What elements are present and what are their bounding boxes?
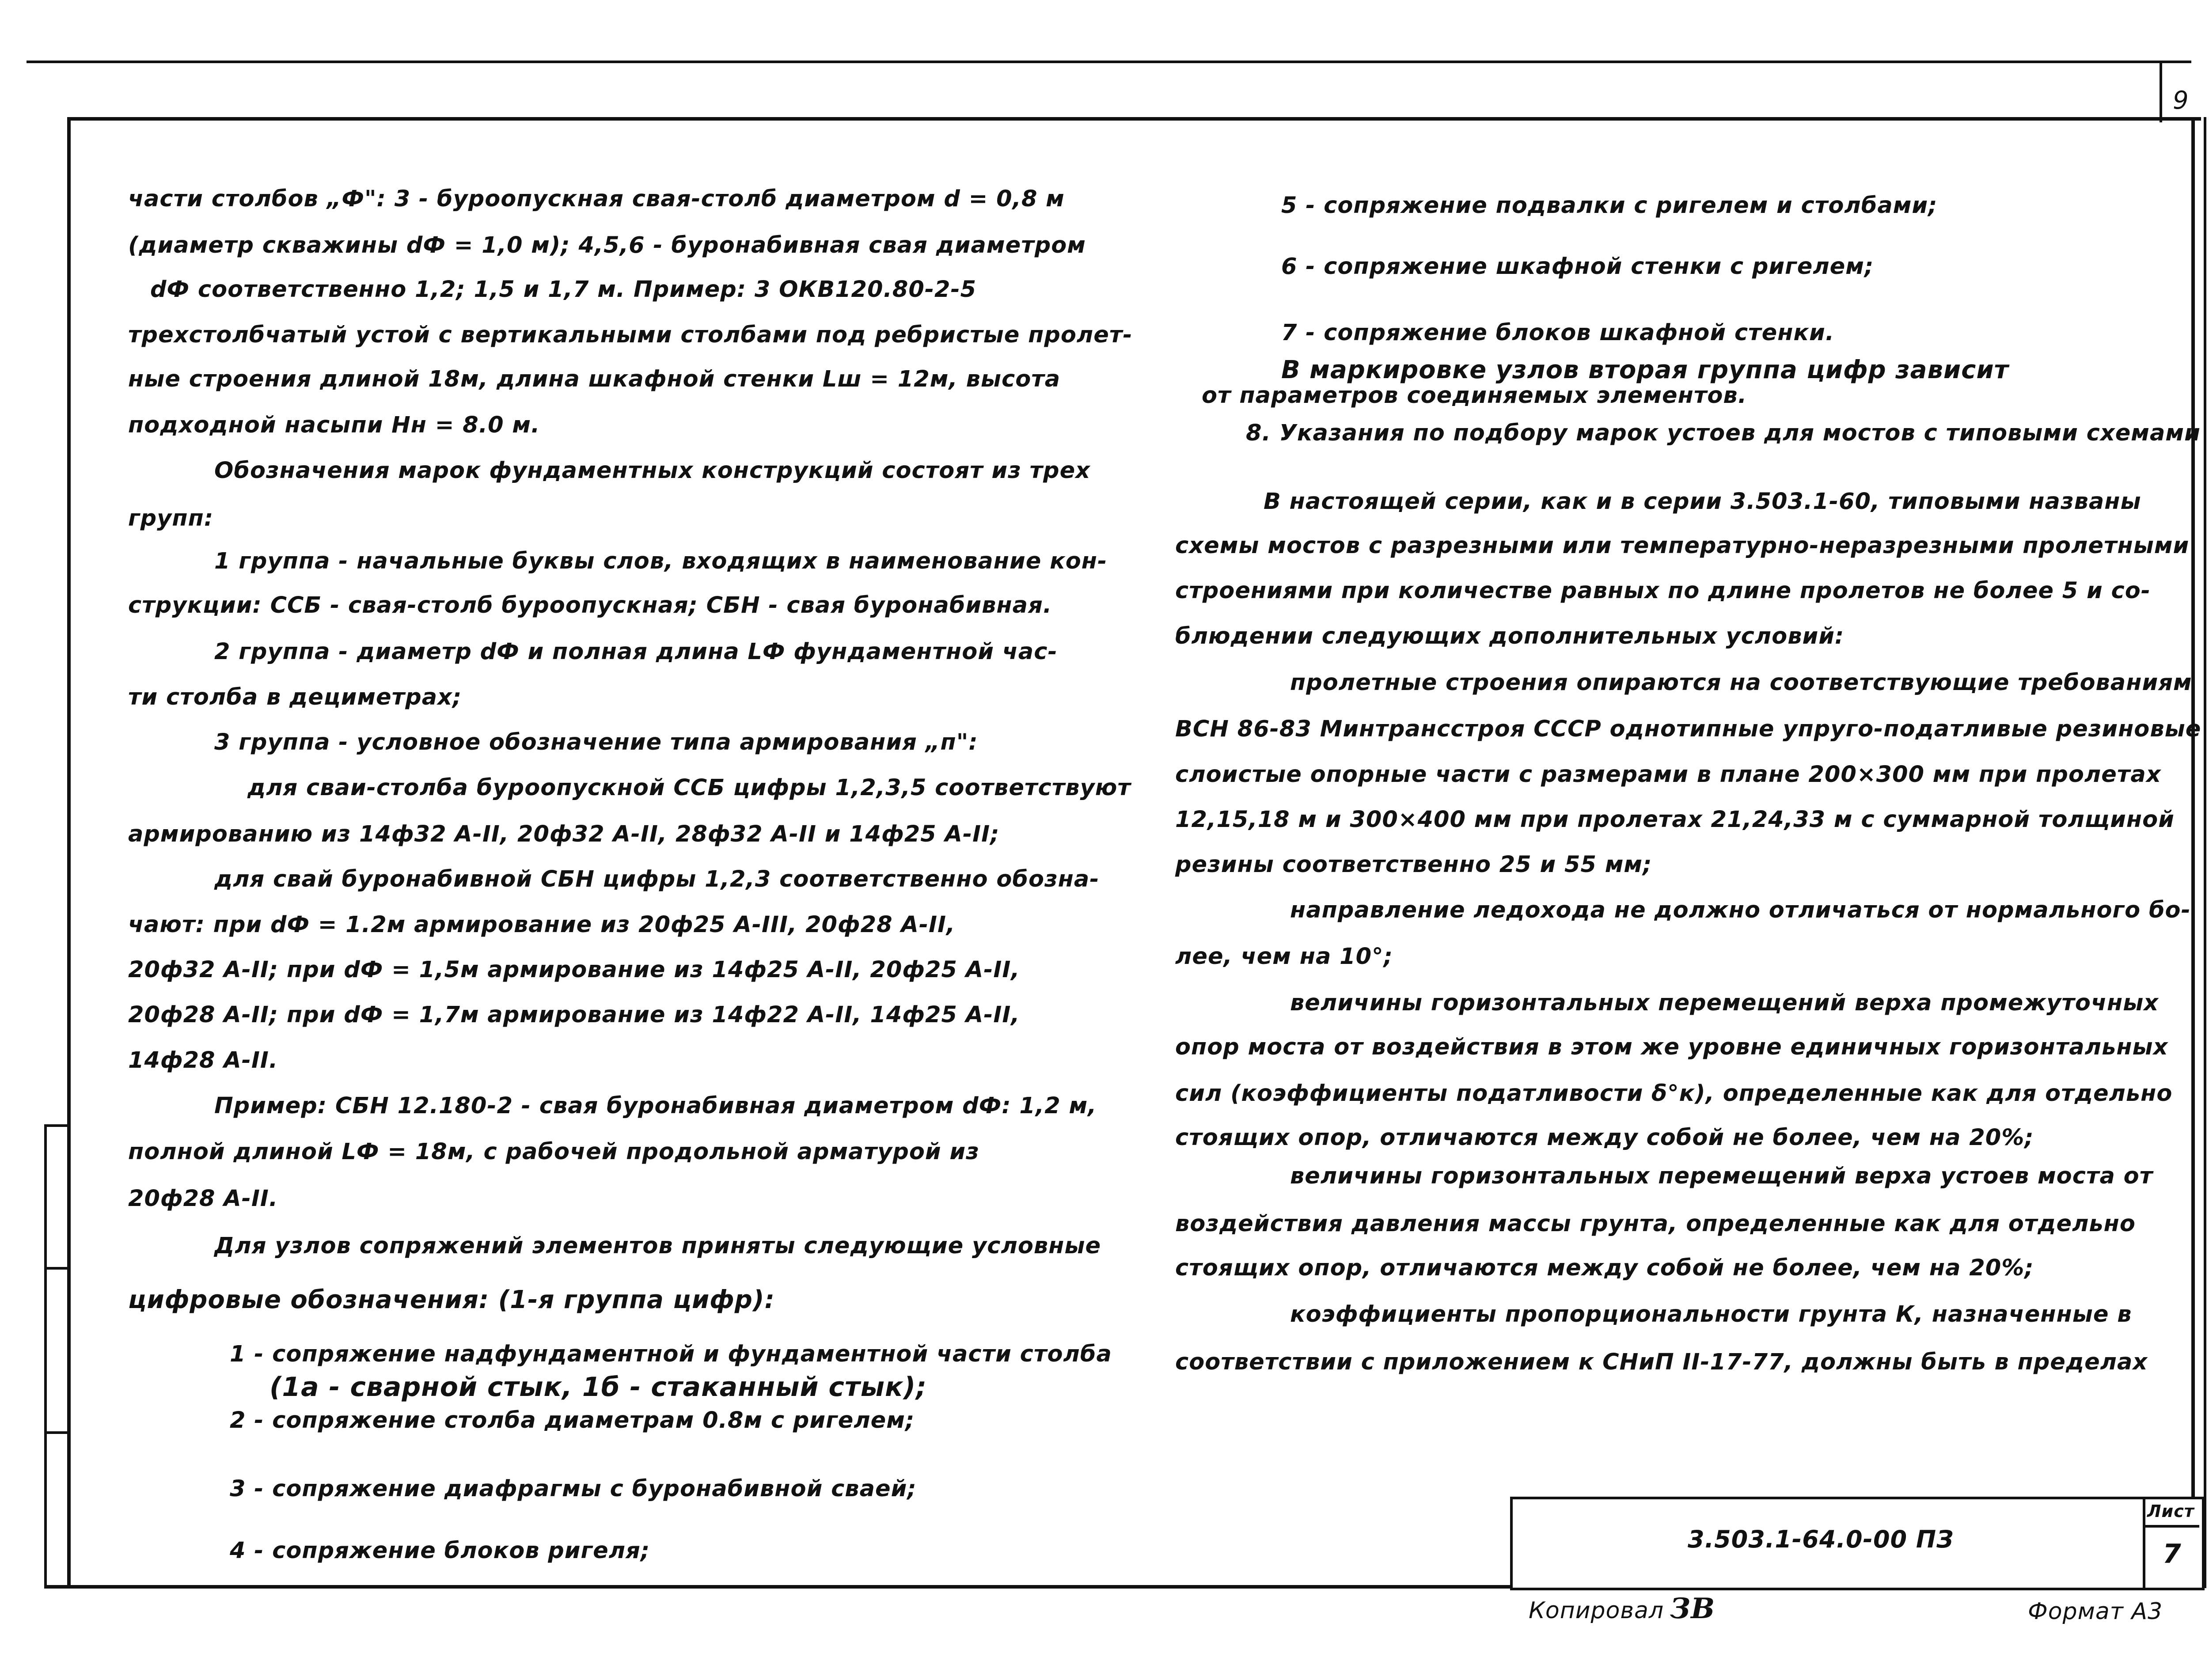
text-line: стоящих опор, отличаются между собой не более, чем на 20%;: [1175, 1125, 2034, 1151]
top-rule: [27, 61, 2191, 63]
text-line: сил (коэффициенты податливости δ°к), определенные как для отдельно: [1175, 1081, 2173, 1107]
text-line: 5 - сопряжение подвалки с ригелем и столбами;: [1281, 193, 1938, 219]
text-line: строениями при количестве равных по длине пролетов не более 5 и со-: [1175, 578, 2151, 604]
text-line: Пример: СБН 12.180-2 - свая буронабивная диаметром dФ: 1,2 м,: [214, 1093, 1097, 1119]
text-line: части столбов „Ф": 3 - буроопускная свая-столб диаметром d = 0,8 м: [128, 186, 1065, 212]
page-number-box-left: [2160, 61, 2162, 122]
text-line: 6 - сопряжение шкафной стенки с ригелем;: [1281, 254, 1874, 280]
text-line: 3 группа - условное обозначение типа армирования „п":: [214, 729, 978, 755]
text-line: стоящих опор, отличаются между собой не более, чем на 20%;: [1175, 1255, 2034, 1281]
text-line: 1 - сопряжение надфундаментной и фундаментной части столба: [230, 1341, 1112, 1367]
title-block-sheet-rule: [2143, 1525, 2199, 1528]
frame-left: [67, 117, 71, 1588]
text-line: 4 - сопряжение блоков ригеля;: [230, 1538, 650, 1564]
text-line: коэффициенты пропорциональности грунта К, назначенные в: [1290, 1301, 2132, 1327]
text-line: пролетные строения опираются на соответствующие требованиям: [1290, 670, 2192, 696]
text-line: слоистые опорные части с размерами в плане 200×300 мм при пролетах: [1175, 762, 2161, 788]
text-line: 14ф28 А-II.: [128, 1047, 278, 1073]
text-line: чают: при dФ = 1.2м армирование из 20ф25 А-III, 20ф28 А-II,: [128, 912, 956, 938]
text-line: Для узлов сопряжений элементов приняты следующие условные: [214, 1233, 1101, 1259]
text-line: 20ф28 А-II.: [128, 1186, 278, 1212]
title-block-divider: [2143, 1497, 2145, 1588]
text-line: dФ соответственно 1,2; 1,5 и 1,7 м. Пример: 3 ОКВ120.80-2-5: [150, 277, 977, 303]
text-line: 2 - сопряжение столба диаметрам 0.8м с ригелем;: [230, 1407, 915, 1433]
side-strip-low: [44, 1431, 71, 1434]
text-line: 8. Указания по подбору марок устоев для мостов с типовыми схемами: [1246, 420, 2201, 446]
frame-right-inner: [2204, 117, 2206, 1588]
text-line: блюдении следующих дополнительных условий:: [1175, 623, 1845, 649]
text-line: ти столба в дециметрах;: [128, 684, 462, 710]
text-line: полной длиной LФ = 18м, с рабочей продольной арматурой из: [128, 1139, 979, 1165]
side-strip-mid: [44, 1267, 71, 1270]
text-line: соответствии с приложением к СНиП II-17-77, должны быть в пределах: [1175, 1349, 2148, 1375]
text-line: ные строения длиной 18м, длина шкафной стенки Lш = 12м, высота: [128, 366, 1061, 392]
text-line: величины горизонтальных перемещений верха промежуточных: [1290, 990, 2159, 1016]
frame-right: [2191, 117, 2195, 1588]
text-line: (диаметр скважины dФ = 1,0 м); 4,5,6 - буронабивная свая диаметром: [128, 232, 1086, 258]
text-line: лее, чем на 10°;: [1175, 944, 1393, 970]
format-label: Формат А3: [2028, 1598, 2163, 1625]
text-line: подходной насыпи Hн = 8.0 м.: [128, 412, 540, 438]
page-number: 9: [2173, 86, 2189, 115]
text-line: 3 - сопряжение диафрагмы с буронабивной сваей;: [230, 1476, 917, 1502]
text-line: струкции: ССБ - свая-столб буроопускная; СБН - свая буронабивная.: [128, 592, 1052, 618]
text-line: цифровые обозначения: (1-я группа цифр):: [128, 1286, 775, 1314]
text-line: резины соответственно 25 и 55 мм;: [1175, 852, 1652, 878]
text-line: направление ледохода не должно отличаться от нормального бо-: [1290, 897, 2191, 923]
sheet-label: Лист: [2147, 1502, 2194, 1521]
document-code: 3.503.1-64.0-00 ПЗ: [1688, 1525, 1954, 1553]
frame-top: [67, 117, 2201, 121]
text-line: 2 группа - диаметр dФ и полная длина LФ фундаментной час-: [214, 639, 1058, 665]
text-line: групп:: [128, 505, 214, 531]
text-line: Обозначения марок фундаментных конструкций состоят из трех: [214, 458, 1091, 484]
side-strip-top: [44, 1124, 71, 1127]
text-line: 1 группа - начальные буквы слов, входящих в наименование кон-: [214, 548, 1108, 574]
text-line: ВСН 86-83 Минтрансстроя СССР однотипные упруго-податливые резиновые: [1175, 716, 2201, 742]
text-line: для свай буронабивной СБН цифры 1,2,3 соответственно обозна-: [214, 866, 1100, 892]
text-line: В маркировке узлов вторая группа цифр зависит: [1281, 356, 2009, 384]
text-line: схемы мостов с разрезными или температурно-неразрезными пролетными: [1175, 533, 2190, 559]
text-line: от параметров соединяемых элементов.: [1202, 383, 1747, 409]
signature: ЗВ: [1670, 1592, 1716, 1625]
text-line: величины горизонтальных перемещений верха устоев моста от: [1290, 1163, 2153, 1189]
text-line: 20ф28 А-II; при dФ = 1,7м армирование из 14ф22 А-II, 14ф25 А-II,: [128, 1002, 1020, 1028]
side-strip-line: [44, 1124, 47, 1588]
text-line: трехстолбчатый устой с вертикальными столбами под ребристые пролет-: [128, 322, 1133, 348]
text-line: армированию из 14ф32 А-II, 20ф32 А-II, 28ф32 А-II и 14ф25 А-II;: [128, 821, 1000, 847]
text-line: 12,15,18 м и 300×400 мм при пролетах 21,24,33 м с суммарной толщиной: [1175, 807, 2175, 833]
text-line: 7 - сопряжение блоков шкафной стенки.: [1281, 320, 1835, 346]
sheet-number: 7: [2163, 1539, 2182, 1570]
text-line: (1а - сварной стык, 1б - стаканный стык);: [269, 1372, 927, 1403]
copied-by-label: Копировал: [1529, 1597, 1664, 1624]
text-line: воздействия давления массы грунта, определенные как для отдельно: [1175, 1211, 2136, 1237]
text-line: В настоящей серии, как и в серии 3.503.1-60, типовыми названы: [1264, 489, 2141, 515]
text-line: 20ф32 А-II; при dФ = 1,5м армирование из 14ф25 А-II, 20ф25 А-II,: [128, 957, 1020, 983]
text-line: опор моста от воздействия в этом же уровне единичных горизонтальных: [1175, 1034, 2168, 1060]
text-line: для сваи-столба буроопускной ССБ цифры 1,2,3,5 соответствуют: [247, 775, 1131, 801]
